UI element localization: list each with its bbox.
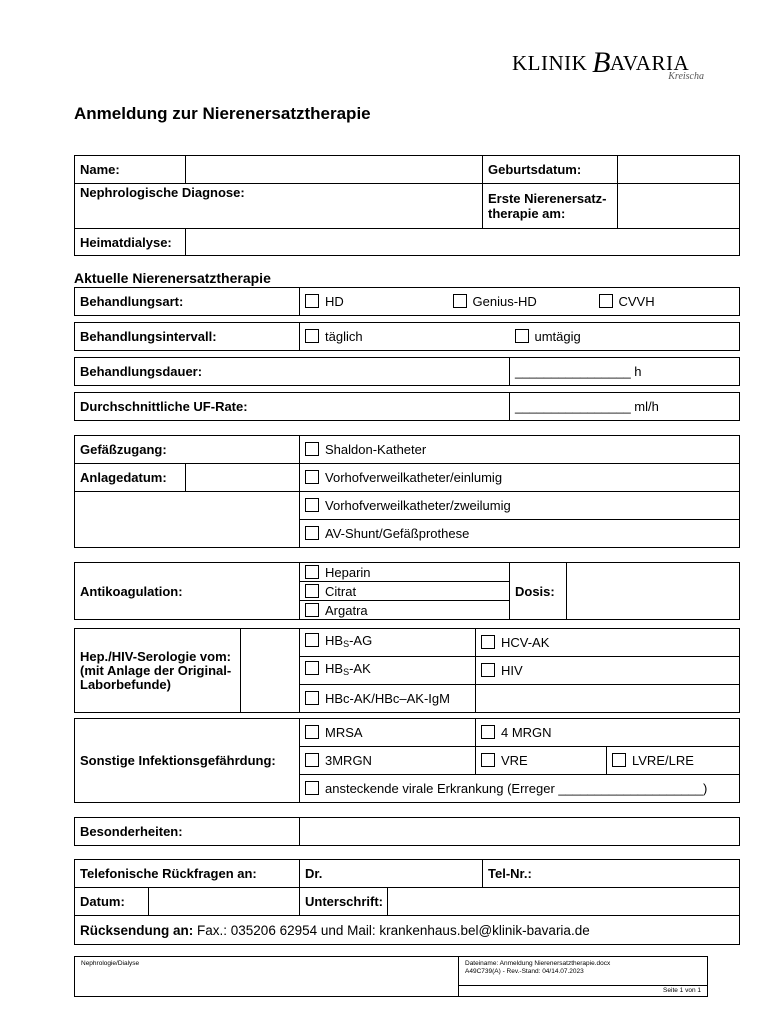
current-therapy-heading: Aktuelle Nierenersatztherapie (74, 270, 271, 286)
option-vre[interactable] (476, 747, 607, 775)
mrgn3-label: 3MRGN (325, 753, 372, 768)
special-notes-table (74, 817, 740, 846)
infection-table (74, 718, 740, 803)
checkbox[interactable] (305, 781, 319, 795)
option-every-other-day-label: umtägig (534, 329, 581, 344)
tel-field[interactable]: Tel-Nr.: (483, 860, 740, 888)
option-hiv[interactable] (476, 657, 740, 685)
checkbox[interactable] (305, 442, 319, 456)
option-every-other-day[interactable] (510, 323, 740, 351)
footer-filename: Dateiname: Anmeldung Nierenersatztherapie.docx (465, 960, 611, 967)
option-cvvh-label: CVVH (618, 294, 655, 309)
option-shaldon-label: Shaldon-Katheter (325, 442, 427, 457)
viral-disease-label: ansteckende virale Erkrankung (Erreger ____________________) (325, 781, 708, 796)
option-citrate-label: Citrat (325, 583, 357, 599)
special-notes-label: Besonderheiten: (75, 818, 300, 846)
mrsa-label: MRSA (325, 725, 363, 740)
option-heparin-label: Heparin (325, 564, 371, 580)
checkbox[interactable] (305, 633, 319, 647)
serology-empty-cell (476, 685, 740, 713)
logo-b-initial: B (592, 46, 611, 79)
checkbox[interactable] (305, 498, 319, 512)
checkbox[interactable] (305, 470, 319, 484)
access-label: Gefäßzugang: (75, 436, 300, 464)
option-atrial-single-label: Vorhofverweilkatheter/einlumig (325, 470, 503, 485)
vre-label: VRE (501, 753, 528, 768)
checkbox[interactable] (481, 753, 495, 767)
home-dialysis-label: Heimatdialyse: (75, 229, 186, 256)
option-genius-hd-label: Genius-HD (472, 294, 537, 309)
hbs-ak-suffix: -AK (349, 661, 371, 676)
hbs-ag-main: HB (325, 633, 344, 648)
option-lvre[interactable] (607, 747, 740, 775)
date-label: Datum: (75, 888, 149, 916)
checkbox[interactable] (305, 329, 319, 343)
option-shaldon[interactable] (300, 436, 740, 464)
option-hcv[interactable] (476, 629, 740, 657)
signature-label: Unterschrift: (300, 888, 388, 916)
first-therapy-label: Erste Nierenersatz-therapie am: (483, 184, 618, 229)
logo-location: Kreischa (668, 71, 704, 82)
anticoagulation-table (74, 562, 740, 620)
option-3mrgn[interactable] (300, 747, 476, 775)
option-mrsa[interactable] (300, 719, 476, 747)
dose-label: Dosis: (510, 563, 567, 620)
footer-department: Nephrologie/Dialyse (81, 960, 140, 967)
option-viral-disease[interactable] (300, 775, 740, 803)
name-field[interactable] (186, 156, 483, 184)
logo-klinik-text: KLINIK (512, 51, 588, 75)
checkbox[interactable] (305, 294, 319, 308)
hiv-label: HIV (501, 663, 523, 678)
checkbox[interactable] (481, 635, 495, 649)
clinic-logo (512, 44, 712, 86)
insertion-date-label: Anlagedatum: (75, 464, 186, 492)
name-label: Name: (75, 156, 186, 184)
return-label: Rücksendung an: (80, 922, 194, 938)
option-av-shunt[interactable] (300, 520, 740, 548)
anticoagulation-label: Antikoagulation: (75, 563, 300, 620)
hbs-ag-sub: S (343, 639, 350, 649)
checkbox[interactable] (515, 329, 529, 343)
checkbox[interactable] (305, 526, 319, 540)
option-daily[interactable] (300, 323, 510, 351)
home-dialysis-field[interactable] (186, 229, 740, 256)
option-argatra-label: Argatra (325, 602, 368, 618)
patient-table (74, 155, 740, 256)
hbs-ak-main: HB (325, 661, 344, 676)
hbc-label: HBc-AK/HBc–AK-IgM (325, 691, 450, 706)
option-heparin[interactable] (300, 563, 510, 582)
hbs-ag-suffix: -AG (349, 633, 373, 648)
footer-revision: A49C739(A) - Rev.-Stand: 04/14.07.2023 (465, 968, 584, 975)
return-text: Fax.: 035206 62954 und Mail: krankenhaus.bel@klinik-bavaria.de (193, 922, 590, 938)
checkbox[interactable] (305, 603, 319, 617)
special-notes-field[interactable] (300, 818, 740, 846)
option-hbs-ag[interactable] (300, 629, 476, 657)
access-empty-cell (75, 492, 300, 548)
insertion-date-field[interactable] (186, 464, 300, 492)
treatment-duration-table (74, 357, 740, 386)
checkbox[interactable] (305, 661, 319, 675)
serology-label: Hep./HIV-Serologie vom: (mit Anlage der Original-Laborbefunde) (75, 629, 241, 713)
uf-rate-field[interactable]: ________________ ml/h (510, 393, 740, 421)
return-address (75, 916, 740, 945)
signature-field[interactable] (388, 888, 740, 916)
phone-contact-label: Telefonische Rückfragen an: (75, 860, 300, 888)
checkbox[interactable] (612, 753, 626, 767)
mrgn4-label: 4 MRGN (501, 725, 552, 740)
option-atrial-double[interactable] (300, 492, 740, 520)
option-citrate[interactable] (300, 582, 510, 601)
serology-date-field[interactable] (241, 629, 300, 713)
option-av-shunt-label: AV-Shunt/Gefäßprothese (325, 526, 470, 541)
hbs-ak-sub: S (343, 667, 350, 677)
contact-table (74, 859, 740, 945)
option-genius-hd[interactable] (448, 288, 594, 316)
checkbox[interactable] (481, 663, 495, 677)
lvre-label: LVRE/LRE (632, 753, 694, 768)
treatment-interval-table (74, 322, 740, 351)
checkbox[interactable] (599, 294, 613, 308)
vascular-access-table (74, 435, 740, 548)
diagnosis-field[interactable] (75, 201, 483, 229)
uf-rate-label: Durchschnittliche UF-Rate: (75, 393, 510, 421)
hcv-label: HCV-AK (501, 635, 550, 650)
interval-label: Behandlungsintervall: (75, 323, 300, 351)
document-footer (74, 956, 708, 997)
option-cvvh[interactable] (594, 288, 740, 316)
option-hbc[interactable] (300, 685, 476, 713)
uf-rate-table (74, 392, 740, 421)
option-hd-label: HD (325, 294, 344, 309)
option-daily-label: täglich (325, 329, 363, 344)
infection-label: Sonstige Infektionsgefährdung: (75, 719, 300, 803)
duration-field[interactable]: ________________ h (510, 358, 740, 386)
checkbox[interactable] (305, 565, 319, 579)
date-field[interactable] (149, 888, 300, 916)
option-hd[interactable] (300, 288, 448, 316)
treatment-type-table (74, 287, 740, 316)
serology-table (74, 628, 740, 713)
logo-wordmark (512, 44, 689, 78)
option-argatra[interactable] (300, 601, 510, 620)
logo-avaria-text: AVARIA (609, 51, 690, 75)
checkbox[interactable] (481, 725, 495, 739)
checkbox[interactable] (305, 725, 319, 739)
checkbox[interactable] (305, 753, 319, 767)
birth-field[interactable] (618, 156, 740, 184)
dose-field[interactable] (567, 563, 740, 620)
diagnosis-label: Nephrologische Diagnose: (75, 184, 483, 201)
option-hbs-ak[interactable] (300, 657, 476, 685)
option-4mrgn[interactable] (476, 719, 740, 747)
duration-label: Behandlungsdauer: (75, 358, 510, 386)
birth-label: Geburtsdatum: (483, 156, 618, 184)
page-title: Anmeldung zur Nierenersatztherapie (74, 104, 371, 123)
treatment-type-label: Behandlungsart: (75, 288, 300, 316)
doctor-field[interactable]: Dr. (300, 860, 483, 888)
footer-meta (458, 957, 707, 996)
option-atrial-single[interactable] (300, 464, 740, 492)
option-atrial-double-label: Vorhofverweilkatheter/zweilumig (325, 498, 511, 513)
checkbox[interactable] (453, 294, 467, 308)
first-therapy-field[interactable] (618, 184, 740, 229)
footer-divider (459, 985, 707, 986)
checkbox[interactable] (305, 584, 319, 598)
checkbox[interactable] (305, 691, 319, 705)
footer-page-number: Seite 1 von 1 (663, 987, 701, 994)
